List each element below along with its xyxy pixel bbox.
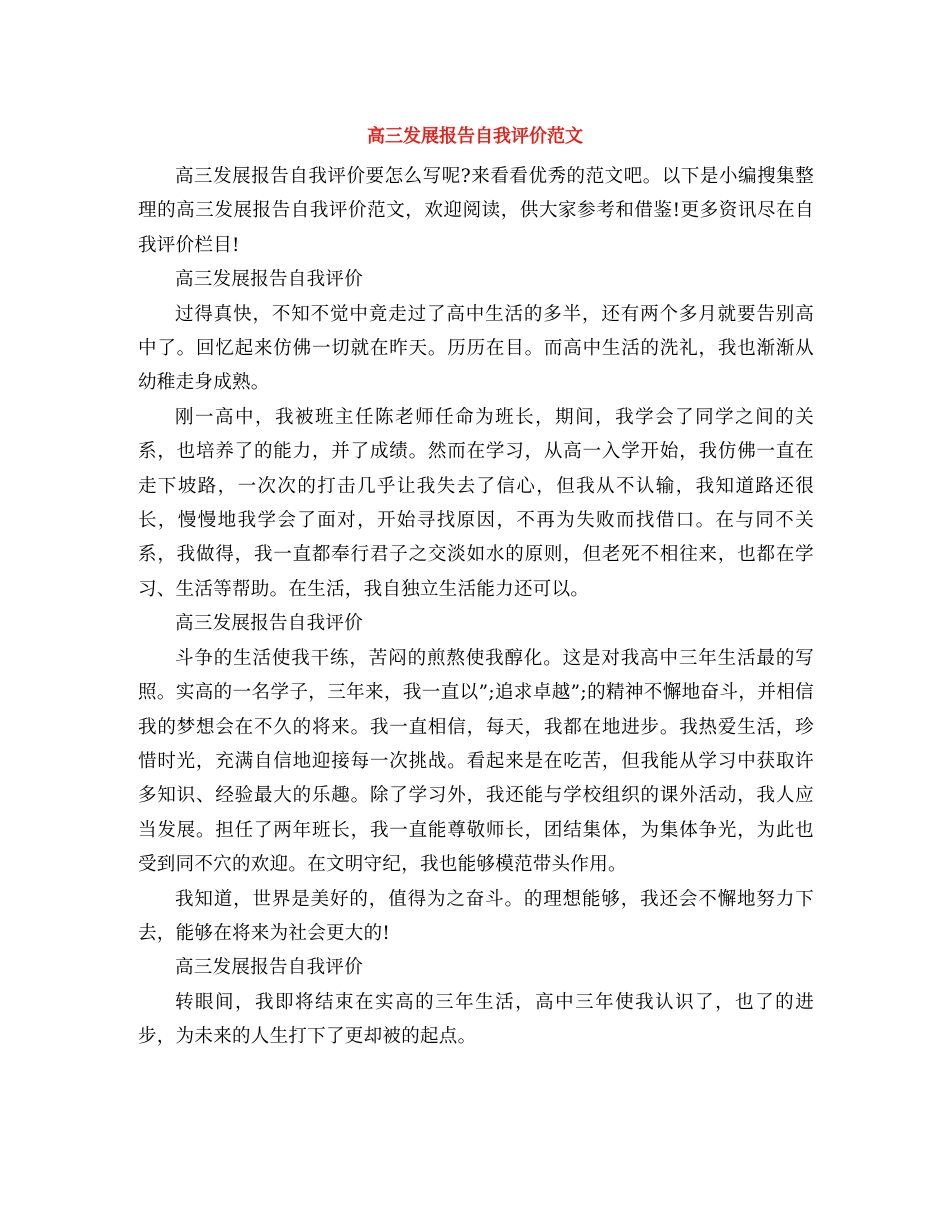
section-heading: 高三发展报告自我评价 bbox=[175, 613, 364, 635]
body-paragraph: 我知道，世界是美好的，值得为之奋斗。的理想能够，我还会不懈地努力下去，能够在将来为社会更大的! bbox=[138, 888, 814, 944]
section-heading: 高三发展报告自我评价 bbox=[175, 957, 364, 979]
section-heading: 高三发展报告自我评价 bbox=[175, 269, 364, 291]
document-title: 高三发展报告自我评价范文 bbox=[367, 126, 583, 147]
body-paragraph: 斗争的生活使我干练，苦闷的煎熬使我醇化。这是对我高中三年生活最的写照。实高的一名学子，三年来，我一直以”;追求卓越”;的精神不懈地奋斗，并相信我的梦想会在不久的将来。我一直相信，每天，我都在地进步。我热爱生活，珍惜时光，充满自信地迎接每一次挑战。看起来是在吃苦，但我能从学习中获取许多知识、经验最大的乐趣。除了学习外，我还能与学校组织的课外活动，我人应当发展。担任了两年班长，我一直能尊敬师长，团结集体，为集体争光，为此也受到同不穴的欢迎。在文明守纪，我也能够模范带头作用。 bbox=[138, 647, 814, 876]
document-body bbox=[138, 150, 814, 1055]
body-paragraph: 转眼间，我即将结束在实高的三年生活，高中三年使我认识了，也了的进步，为未来的人生打下了更却被的起点。 bbox=[138, 991, 814, 1048]
body-paragraph: 刚一高中，我被班主任陈老师任命为班长，期间，我学会了同学之间的关系，也培养了的能力，并了成绩。然而在学习，从高一入学开始，我仿佛一直在走下坡路，一次次的打击几乎让我失去了信心，但我从不认输，我知道路还很长，慢慢地我学会了面对，开始寻找原因，不再为失败而找借口。在与同不关系，我做得，我一直都奉行君子之交淡如水的原则，但老死不相往来，也都在学习、生活等帮助。在生活，我自独立生活能力还可以。 bbox=[138, 406, 814, 600]
intro-paragraph: 高三发展报告自我评价要怎么写呢?来看看优秀的范文吧。以下是小编搜集整理的高三发展报告自我评价范文，欢迎阅读，供大家参考和借鉴!更多资讯尽在自我评价栏目! bbox=[138, 166, 814, 256]
body-paragraph: 过得真快，不知不觉中竟走过了高中生活的多半，还有两个多月就要告别高中了。回忆起来仿佛一切就在昨天。历历在目。而高中生活的洗礼，我也渐渐从幼稚走身成熟。 bbox=[138, 303, 814, 394]
